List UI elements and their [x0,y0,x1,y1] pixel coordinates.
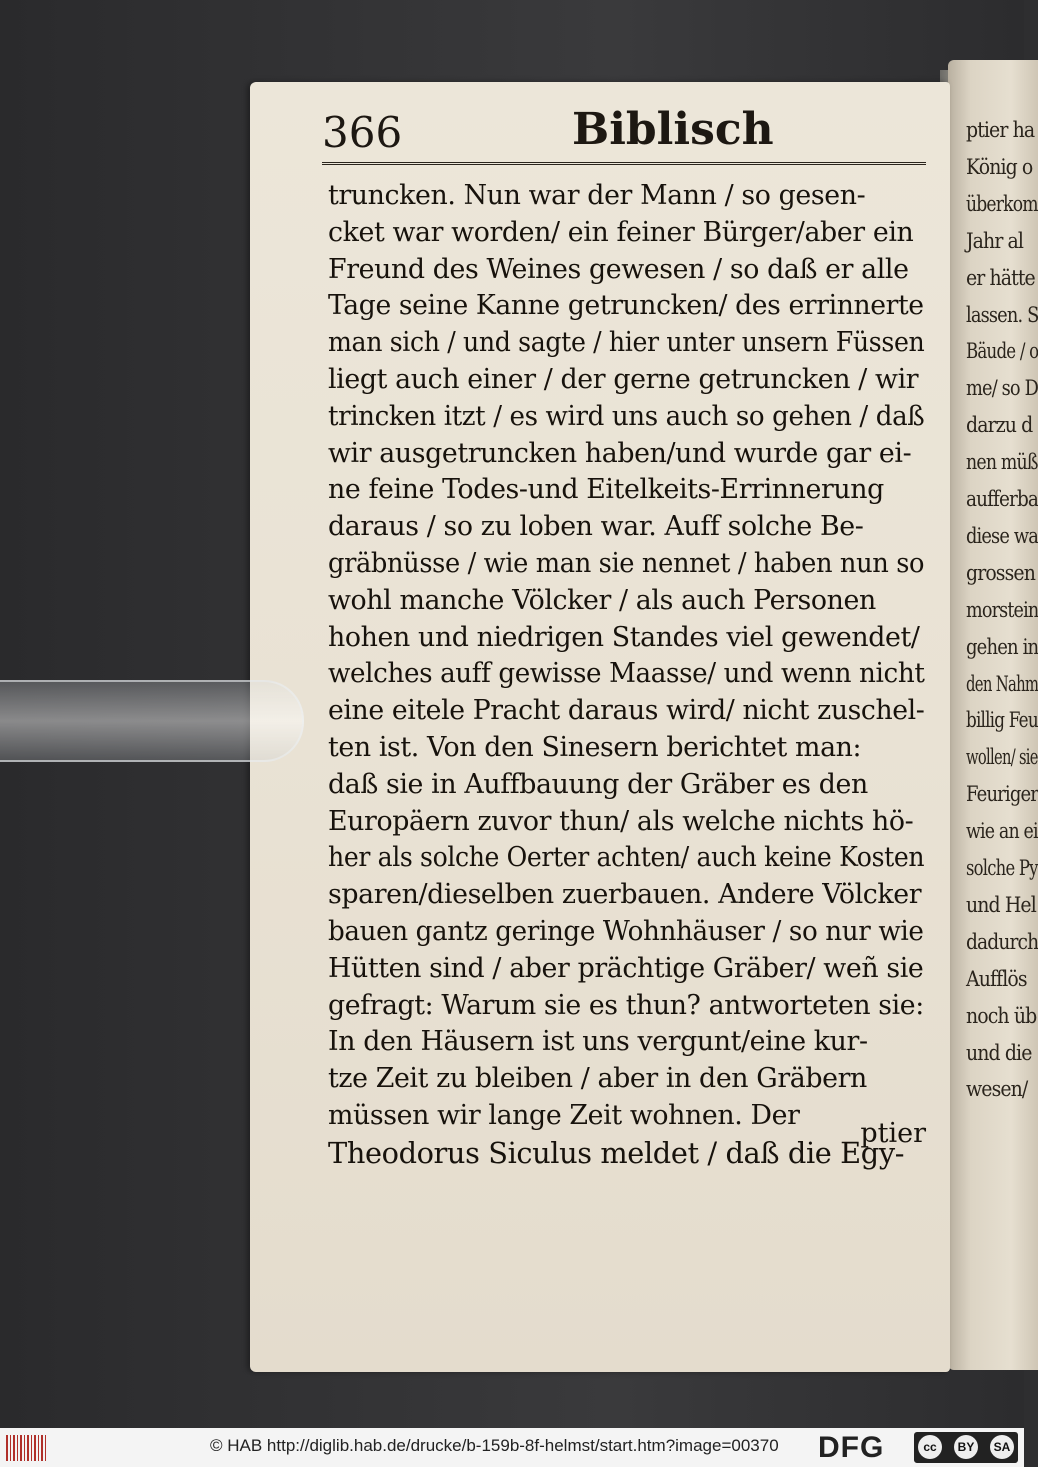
text-line: Tage seine Kanne getruncken/ des errinnerte [328,290,924,322]
cc-license-badge[interactable] [914,1432,1018,1463]
dfg-logo: DFG [818,1431,885,1464]
text-line: man sich / und sagte / hier unter unsern Füssen [328,327,925,359]
facing-text-line: ptier ha [966,118,1035,142]
text-line: trincken itzt / es wird uns auch so gehen / daß [328,400,925,432]
facing-text-line: und die [966,1040,1032,1065]
header-rule [322,162,926,165]
text-line: liegt auch einer / der gerne getruncken / wir [328,363,919,395]
facing-text-line: diese wa [966,523,1038,548]
text-line: truncken. Nun war der Mann / so gesen- [328,180,866,211]
facing-text-line: nen müß [966,450,1038,475]
facing-text-line: grossen [966,560,1035,585]
text-line: cket war worden/ ein feiner Bürger/aber ein [328,216,914,248]
text-line: gefragt: Warum sie es thun? antworteten sie: [328,989,924,1021]
facing-text-line: gehen in [966,634,1038,659]
catchword: ptier [860,1118,926,1149]
text-line: her als solche Oerter achten/ auch keine Kosten [328,842,925,874]
facing-text-line: er hätte [966,265,1035,290]
text-line: bauen gantz geringe Wohnhäuser / so nur wie [328,915,924,947]
facing-text-line: darzu d [966,413,1033,438]
facing-text-line: morstein [966,597,1038,622]
text-line: Hütten sind / aber prächtige Gräber/ weñ sie [328,952,924,984]
text-line: In den Häusern ist uns vergunt/eine kur- [328,1026,868,1058]
facing-text-line: dadurch [966,929,1038,954]
sa-icon: SA [990,1435,1014,1459]
text-line: Europäern zuvor thun/ als welche nichts hö- [328,805,914,837]
text-line: gräbnüsse / wie man sie nennet / haben nun so [328,547,925,579]
facing-text-line: lassen. S [966,302,1038,327]
facing-text-line: Aufflös [966,966,1027,991]
facing-page [948,60,1038,1370]
facing-text-line: überkom [966,191,1038,216]
facing-text-line: aufferba [966,487,1038,511]
facing-text-line: billig Feu [966,708,1038,733]
facing-text-line: wollen/ sie [966,745,1038,770]
book-page [250,82,950,1372]
facing-text-line: König o [966,154,1033,179]
text-line: müssen wir lange Zeit wohnen. Der [328,1099,800,1131]
running-head: Biblisch [572,104,774,155]
facing-text-line: Bäude / o [966,339,1038,364]
by-icon: BY [954,1435,978,1459]
facing-text-line: Feuriger [966,782,1038,807]
page-marker-tab [0,680,304,762]
facing-text-line: den Nahm [966,671,1038,696]
text-line: wir ausgetruncken haben/und wurde gar ei- [328,437,912,469]
text-line: tze Zeit zu bleiben / aber in den Gräbern [328,1063,867,1095]
facing-text-line: wesen/ [966,1077,1028,1102]
text-line: daraus / so zu loben war. Auff solche Be- [328,511,864,543]
text-line: eine eitele Pracht daraus wird/ nicht zuschel- [328,695,925,727]
page-number: 366 [322,108,403,157]
text-line: Freund des Weines gewesen / so daß er alle [328,253,909,285]
footer-bar [0,1428,1024,1467]
body-text [328,178,928,1172]
text-line: ten ist. Von den Sinesern berichtet man: [328,731,862,763]
facing-text-line: und Hel [966,892,1036,917]
facing-text-line: noch üb [966,1003,1037,1028]
cc-icon: cc [918,1435,942,1459]
text-line: hohen und niedrigen Standes viel gewendet/ [328,621,920,653]
facing-text-line: wie an ei [966,819,1038,844]
source-credit: © HAB http://diglib.hab.de/drucke/b-159b-8f-helmst/start.htm?image=00370 [210,1436,779,1455]
text-line: sparen/dieselben zuerbauen. Andere Völcker [328,879,922,911]
text-line: daß sie in Auffbauung der Gräber es den [328,768,868,800]
facing-text-line: solche Py [966,856,1038,880]
text-line: welches auff gewisse Maasse/ und wenn nicht [328,658,925,690]
text-line: Theodorus Siculus meldet / daß die Egy- [328,1135,905,1170]
facing-text-line: Jahr al [966,228,1024,253]
facing-text-line: me/ so D [966,376,1038,401]
text-line: ne feine Todes-und Eitelkeits-Errinnerung [328,474,884,506]
library-barcode-icon [6,1435,46,1461]
text-line: wohl manche Völcker / als auch Personen [328,584,876,616]
